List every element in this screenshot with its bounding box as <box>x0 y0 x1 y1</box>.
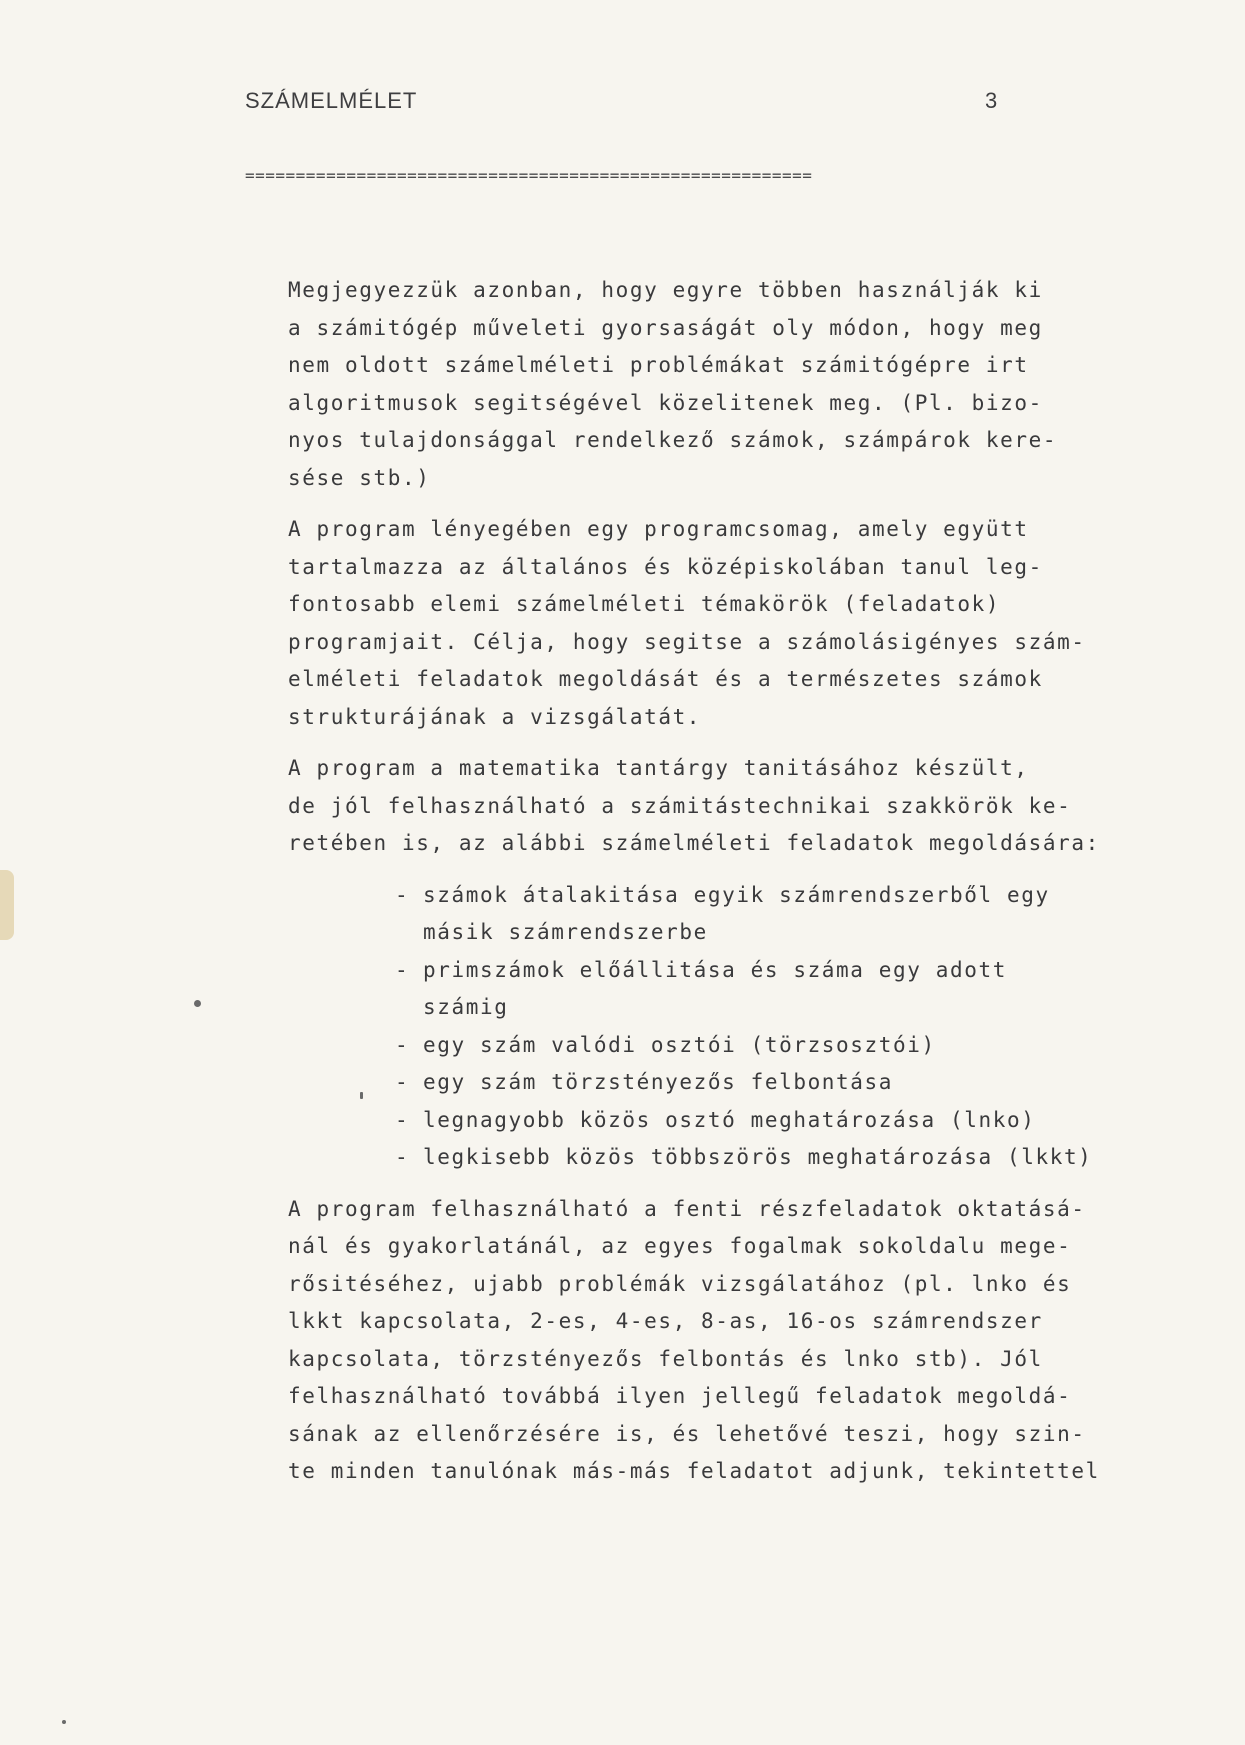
paper-speck <box>62 1720 66 1724</box>
paper-stain <box>0 870 14 940</box>
task-list <box>288 877 1188 1177</box>
text-line: nyos tulajdonsággal rendelkező számok, számpárok kere- <box>288 428 1058 452</box>
list-item <box>288 1139 1188 1177</box>
text-line: felhasználható továbbá ilyen jellegű feladatok megoldá- <box>288 1384 1072 1408</box>
text-line: számig <box>423 995 509 1019</box>
list-item <box>288 1102 1188 1140</box>
body-text <box>288 272 1188 1491</box>
text-line: de jól felhasználható a számitástechnikai szakkörök ke- <box>288 793 1072 818</box>
text-line: programjait. Célja, hogy segitse a számolásigényes szám- <box>288 629 1086 654</box>
text-line: algoritmusok segitségével közelitenek meg. (Pl. bizo- <box>288 390 1043 415</box>
page-header-title: SZÁMELMÉLET <box>245 88 418 113</box>
text-line: nem oldott számelméleti problémákat számitógépre irt <box>288 353 1029 377</box>
text-line: A program felhasználható a fenti részfeladatok oktatásá- <box>288 1196 1086 1221</box>
text-line: elméleti feladatok megoldását és a természetes számok <box>288 667 1043 691</box>
header-rule: ======================================================== <box>245 166 813 185</box>
text-line: rősitéséhez, ujabb problémák vizsgálatához (pl. lnko és <box>288 1271 1072 1296</box>
text-line: legnagyobb közös osztó meghatározása (lnko) <box>423 1107 1036 1132</box>
text-line: sése stb.) <box>288 465 431 490</box>
page-number: 3 <box>985 88 998 113</box>
text-line: egy szám törzstényezős felbontása <box>423 1070 894 1094</box>
text-line: Megjegyezzük azonban, hogy egyre többen használják ki <box>288 278 1043 302</box>
text-line: A program lényegében egy programcsomag, amely együtt <box>288 517 1029 541</box>
text-line: fontosabb elemi számelméleti témakörök (feladatok) <box>288 592 1001 616</box>
text-line: A program a matematika tantárgy tanitásához készült, <box>288 756 1029 780</box>
paragraph-4 <box>288 1191 1188 1491</box>
text-line: egy szám valódi osztói (törzsosztói) <box>423 1032 936 1057</box>
text-line: te minden tanulónak más-más feladatot adjunk, tekintettel <box>288 1459 1100 1483</box>
text-line: lkkt kapcsolata, 2-es, 4-es, 8-as, 16-os számrendszer <box>288 1309 1043 1333</box>
text-line: másik számrendszerbe <box>423 920 708 944</box>
text-line: legkisebb közös többszörös meghatározása (lkkt) <box>423 1145 1093 1169</box>
list-dash: - <box>395 1032 410 1057</box>
text-line: retében is, az alábbi számelméleti feladatok megoldására: <box>288 831 1100 855</box>
paper-speck <box>194 1000 201 1007</box>
list-item <box>288 877 1188 952</box>
paragraph-2 <box>288 511 1188 736</box>
list-item <box>288 1027 1188 1065</box>
text-line: számok átalakitása egyik számrendszerből egy <box>423 882 1050 907</box>
list-dash: - <box>395 1107 410 1132</box>
list-dash: - <box>395 1070 410 1094</box>
text-line: sának az ellenőrzésére is, és lehetővé teszi, hogy szin- <box>288 1421 1086 1446</box>
text-line: nál és gyakorlatánál, az egyes fogalmak sokoldalu mege- <box>288 1234 1072 1258</box>
text-line: kapcsolata, törzstényezős felbontás és lnko stb). Jól <box>288 1346 1043 1371</box>
text-line: a számitógép műveleti gyorsaságát oly módon, hogy meg <box>288 315 1043 340</box>
list-dash: - <box>395 882 410 907</box>
text-line: primszámok előállitása és száma egy adott <box>423 957 1007 982</box>
text-line: strukturájának a vizsgálatát. <box>288 704 702 729</box>
list-dash: - <box>395 1145 410 1169</box>
list-item <box>288 1064 1188 1102</box>
list-dash: - <box>395 957 410 982</box>
paragraph-1 <box>288 272 1188 497</box>
text-line: tartalmazza az általános és középiskolában tanul leg- <box>288 554 1043 579</box>
list-item <box>288 952 1188 1027</box>
paragraph-3 <box>288 750 1188 863</box>
